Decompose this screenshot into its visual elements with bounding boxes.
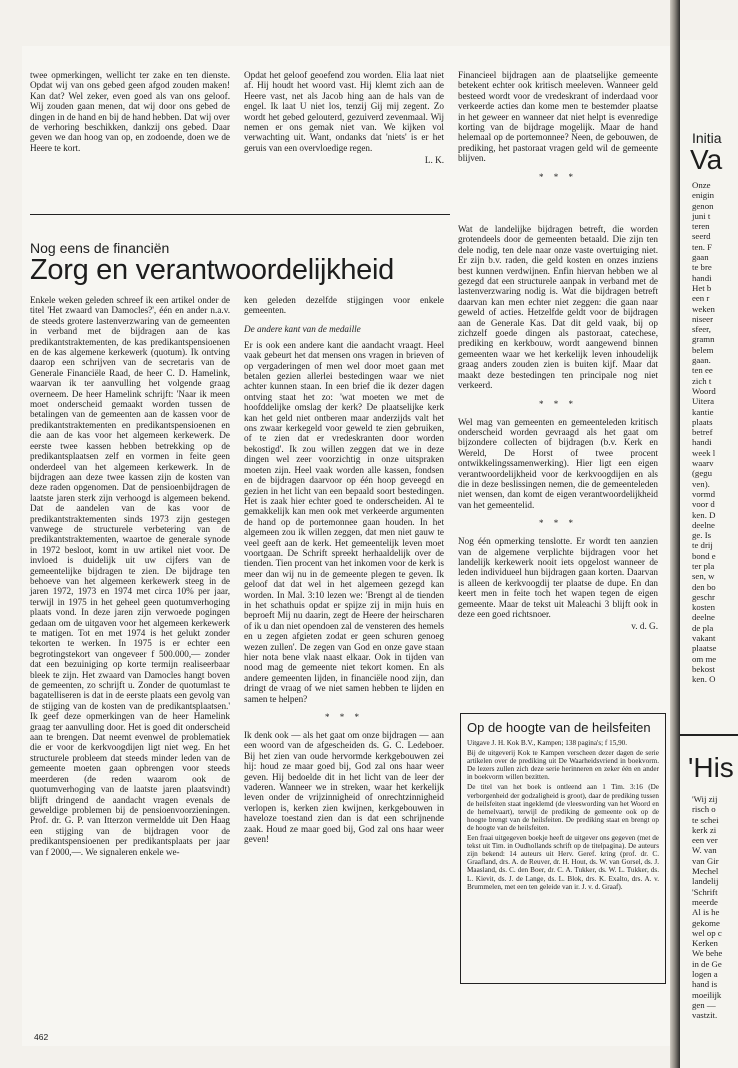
right-kicker: Initia [692, 130, 722, 146]
top-text-1: twee opmerkingen, wellicht ter zake en ten dienste. Opdat wij van ons gebed geen afgod zouden maken! Kan dat? Wel zeker, even goed als van ons geloof. Wij zouden gaan menen, dat wij door ons gebed de dingen in de hand en bij de hand hebben. Dat wij over de verhoring beschikken, dankzij ons gebed. Daar geven we dan hoog van op, en zodoende, doen we de Heere te kort. [30, 70, 230, 153]
right-col-line: deelne [692, 519, 715, 530]
right-col-line: voor d [692, 499, 715, 510]
page-number: 462 [34, 1032, 49, 1042]
right-col-line: te drij [692, 540, 713, 551]
article-body-2a: Er is ook een andere kant die aandacht vraagt. Heel vaak gebeurt het dat mensen ons vragen in brieven of op vergaderingen of men wel door moet gaan met betalen gezien allerlei bestedingen waar we niet achter kunnen staan. In een brief die ik dezer dagen ontving staat het zo: 'wat moeten we met de hoofddelijke omslag der kerk? De plaatselijke kerk kan het geld niet ontberen maar anderzijds valt het ons zwaar kerkegeld voor geweld te zien gebruiken, of te zien dat er vredeskranten door worden bekostigd'. Ik zou willen zeggen dat we in deze dingen wel zeer voorzichtig in onze uitspraken moeten zijn. Heel vaak worden alle kassen, fondsen en de bijdragen daarvoor op één hoop geveegd en gezien in het licht van een bepaald soort bestedingen. Het is zaak hier echter goed te onderscheiden. Al te gemakkelijk kan men ook met verkeerde argumenten de hand op de portemonnee gaan houden. In het algemeen zou ik willen zeggen, dat men niet gauw te veel geeft aan de kerk. Het gemeentelijk leven moet voortgaan. De Schrift spreekt herhaaldelijk over de tienden. Tien procent van het inkomen voor de kerk is meer dan wij nu in de gemeente plegen te geven. Ik geloof dat dat wel in het algemeen gezegd kan worden. In Mal. 3:10 lezen we: 'Brengt al de tienden in het schathuis opdat er spijze zij in mijn huis en beproeft Mij nu daarin, zegt de Heere der heirscharen of ik u dan niet opendoen zal de vensteren des hemels en u zegen afgieten zodat er geen schuren genoeg wezen zullen'. De zegen van God en onze gave staan hier nota bene vlak naast elkaar. Ook in tijden van nood mag de gemeente niet tekort komen. En als andere gemeenten lijden, in financiële nood zijn, dan dringt de vraag of we niet samen hebben te lijden en samen te helpen? [244, 339, 444, 704]
section-divider [30, 214, 450, 215]
right-col-line: gaan [692, 252, 709, 263]
right-col-line: waarv [692, 458, 714, 469]
section-subheading: De andere kant van de medaille [244, 323, 361, 334]
right-col-line: enigin [692, 190, 714, 201]
separator-stars: * * * [539, 398, 577, 409]
right-col-line: zich t [692, 375, 712, 386]
book-title: Op de hoogte van de heilsfeiten [467, 720, 651, 735]
right-col-line: ken. O [692, 674, 716, 685]
right-col-line: (gegu [692, 468, 713, 479]
article-signature: v. d. G. [631, 621, 658, 632]
top-text-2: Opdat het geloof geoefend zou worden. Elia laat niet af. Hij houdt het woord vast. Hij klemt zich aan de Heere vast, net als Jacob hing aan de hals van de engel. Ik laat U niet los, tenzij Gij mij zegent. Zo wordt het gebed gelouterd, gezuiverd zevenmaal. Wij nemen er ons gemak niet van. We kijken vol verwachting uit. Want, ondanks dat 'niets' is er het geruis van een overvloedige regen. [244, 70, 444, 153]
right-col2-line: gekome [692, 917, 720, 928]
article-kicker: Nog eens de financiën [30, 240, 170, 256]
right-col-line: Woord [692, 385, 716, 396]
right-col-line: vakant [692, 633, 716, 644]
book-publisher: Uitgave J. H. Kok B.V., Kampen; 138 pagina's; f 15,90. [467, 739, 628, 747]
right-col-line: te bre [692, 262, 712, 273]
right-col2-line: kerk zi [692, 824, 717, 835]
right-col-line: Het b [692, 282, 712, 293]
article-body-3c: Nog één opmerking tenslotte. Er wordt ten aanzien van de algemene verplichte bijdragen voor het landelijk kerkewerk nooit iets opgelost wanneer de leden individueel hun bijdragen gaan korten. Daarvan is alleen de kerkvoogdij ter plaatse de dupe. En dan keert men in feite toch het wapen tegen de eigen gemeente. Maar de tekst uit Maleachi 3 blijft ook in deze een goed richtsnoer. [458, 536, 658, 619]
top-column-1 [30, 70, 230, 153]
separator-stars: * * * [325, 712, 363, 723]
right-col-line: handi [692, 437, 712, 448]
right-col-line: ter pla [692, 560, 715, 571]
right-col2-line: We behe [692, 948, 723, 959]
right-col2-line: Al is he [692, 907, 720, 918]
separator-stars: * * * [539, 171, 577, 182]
right-col2-line: landelij [692, 876, 719, 887]
book-paragraph-3: Een fraai uitgegeven boekje heeft de uitgever ons gegeven (met de tekst uit Tim. in Oudhollands schrift op de titelpagina). De auteurs zijn bekend: 14 auteurs uit Herv. Geref. kring (prof. dr. C. Graafland, drs. A. de Reuver, dr. H. Hout, ds. W. van Gorsel, ds. J. Maasland, ds. C. den Boer, dr. C. A. Tukker, ds. W. L. Tukker, ds. L. Kievit, ds. J. de Lange, ds. L. Blok, drs. K. Exalto, drs. A. v. Brummelen, met een ten geleide van ir. J. v. d. Graaf). [467, 834, 659, 891]
top-text-3: Financieel bijdragen aan de plaatselijke gemeente betekent echter ook kritisch meeleven. Wanneer geld besteed wordt voor de vredeskrant of inderdaad voor verkeerde acties dan kome men te bestemder plaatse in het geweer en wanneer dat niet helpt is evenredige korting van de bijdrage mogelijk. Maar de hand helemaal op de portemonnee? Neen, de gebouwen, de prediking, het pastoraat vragen geld wil de gemeente blijven. [458, 70, 658, 164]
book-gutter [670, 0, 680, 1068]
separator-stars: * * * [539, 518, 577, 529]
right-col-line: weken [692, 303, 715, 314]
article-body-2-intro: ken geleden dezelfde stijgingen voor enkele gemeenten. [244, 295, 444, 316]
right-col-line: sen, w [692, 571, 715, 582]
right-col2-line: hand is [692, 979, 718, 990]
article-column-2 [244, 295, 444, 845]
article-column-1 [30, 295, 230, 857]
right-col2-line: gen — [692, 999, 716, 1010]
right-col2-line: Kerken [692, 938, 718, 949]
right-col-line: kosten [692, 602, 715, 613]
right-col-line: teren [692, 221, 710, 232]
right-col2-line: te schei [692, 814, 719, 825]
right-col-line: Uitera [692, 396, 714, 407]
right-col-line: juni t [692, 210, 711, 221]
right-col2-line: Mechel [692, 866, 719, 877]
right-col-line: bekost [692, 663, 715, 674]
right-col-line: een r [692, 293, 710, 304]
right-col2-line: meerde [692, 896, 718, 907]
article-body-1: Enkele weken geleden schreef ik een artikel onder de titel 'Het zwaard van Damocles?', één en ander n.a.v. de steeds grotere lastenverzwaring van de gemeenten in verband met de bijdragen aan de kas predikantstraktementen, de kas predikantspensioenen en de kas algemene kerkewerk (quotum). Ik ontving daarop een schrijven van de secretaris van de Generale Financiële Raad, de heer C. D. Hamelink, waarvan ik ter aanvulling het volgende graag overneem. De heer Hamelink schrijft: 'Naar ik meen moet onderscheid gemaakt worden tussen de betalingen van de gemeenten aan de kassen voor de predikantstraktementen en predikantspensioenen en die aan de kas voor het algemeen kerkewerk. De eerste twee kassen hebben betrekking op de predikantsplaatsen zelf en vormen in feite geen onderdeel van het algemeen kerkewerk. In de bijdragen aan deze twee kassen zijn de kosten van deze raden opgenomen. Dat de pensioenbijdragen de laatste jaren sterk zijn verhoogd is algemeen bekend. Dat de aandelen van de kas voor de predikantstraktementen sinds 1973 zijn gestegen vanwege de structurele verbetering van de predikantstraktementen, waartoe de generale synode in 1972 besloot, komt in uw artikel niet voor. De invloed is duidelijk uit uw cijfers van de gemeentelijke bijdragen te zien. De bijdrage ten behoeve van het algemeen kerkewerk steeg in de jaren 1972, 1973 en 1974 met circa 10% per jaar, terwijl in 1975 in het geheel geen quotumverhoging plaats vond. In deze jaren zijn verwoede pogingen gedaan om de uitgaven voor het algemeen kerkewerk te matigen. Tot en met 1974 is het gelukt zonder tekorten te werken. In 1975 is er echter een begrotingstekort van ongeveer f 500.000,— zonder dat een bezuiniging op korte termijn realiseerbaar bleek te zijn. Het zwaard van Damocles hangt boven de gemeenten, zo schrijft u. Zonder de quotumlast te bagatelliseren is dat in de eerste plaats een gevolg van de stijging van de kosten van de predikantsplaatsen.' Ik geef deze opmerkingen van de heer Hamelink graag ter aanvulling door. Het is goed dit onderscheid aan te brengen. Dat neemt evenwel de problematiek die er voor de kerkvoogdijen ligt niet weg. En het structurele probleem dat steeds minder leden van de gemeente moeten gaan opbrengen voor steeds meerderen (de reden waarom ook de quotumverhoging van de laatste jaren plaatsvindt) blijft dringend de aandacht vragen evenals de geweldige problemen bij de pensioenvoorzieningen. Prof. dr. G. P. van Itterzon vermeldde uit Den Haag een stijging van de bijdragen voor de predikantspensioenen per predikantsplaats per jaar van f 2000,—. We signaleren enkele we- [30, 295, 230, 857]
right-col-line: niseer [692, 313, 714, 324]
right-col-line: ven). [692, 478, 710, 489]
right-col-line: kantie [692, 406, 714, 417]
article-body-3b: Wel mag van gemeenten en gemeenteleden kritisch onderscheid worden gevraagd als het gaat om bijzondere collecten of bijdragen (b.v. Kerk en Wereld, De Horst of twee procent ontwikkelingssamenwerking). Hier ligt een eigen verantwoordelijkheid voor de kerkvoogdijen en als die in deze beslissingen nemen, die de gemeenteleden niet wensen, dan komt de eigen verantwoordelijkheid van het gemeentelid. [458, 416, 658, 510]
right-col-line: betref [692, 427, 713, 438]
article-body-3a: Wat de landelijke bijdragen betreft, die worden grotendeels door de gemeenten betaald. Die zijn ten dele nodig, ten dele naar onze vaste overtuiging niet. Er zijn b.v. raden, die geld kosten en onzes inziens best kunnen verdwijnen. Enfin hiervan hebben we al gezegd dat een structurele aanpak in verband met de lastenverzwaring nodig is. Wat die bijdragen betreft daarvan kan men echter niet zeggen: die gaan naar geweld of acties. Hetzelfde geldt voor de bijdragen aan de Generale Kas. Dat dit geld vaak, bij op zichzelf goede dingen als pastoraat, catechese, prediking en kerkbouw, wordt aangewend binnen gemeenten waar we het kerkelijk leven inhoudelijk graag anders zouden zien is buiten kijf. Maar dat maakt deze bestedingen ten principale nog niet verkeerd. [458, 224, 658, 391]
right-col-line: om me [692, 653, 717, 664]
right-col2-line: een ver [692, 835, 718, 846]
right-page [680, 40, 738, 1068]
right-col2-line: in de Ge [692, 958, 722, 969]
right-col2-line: 'Wij zij [692, 794, 718, 804]
right-col-line: ge. Is [692, 530, 712, 541]
right-col-line: geschr [692, 591, 715, 602]
right-col-line: seerd [692, 231, 711, 242]
right-column-2 [692, 794, 738, 1021]
right-col-line: de pla [692, 622, 714, 633]
book-paragraph-2: De titel van het boek is ontleend aan 1 Tim. 3:16 (De verborgenheid der godzaligheid is groot), daar de prediking tussen de heilsfeiten staat ingeklemd (de vleeswording van het Woord en de hemelvaart), terwijl de prediking de gemeente ook op de hoogte brengt van de heilsfeiten. De prediking staat en brengt op de hoogte van de heilsfeiten. [467, 783, 659, 832]
right-title-2: 'His [688, 752, 734, 783]
right-col2-line: moeilijk [692, 989, 722, 1000]
book-paragraph-1: Bij de uitgeverij Kok te Kampen verscheen dezer dagen de serie artikelen over de prediking uit De Waarheidsvriend in boekvorm. De lezers zullen zich deze serie herinneren en zeker één en ander in boekvorm willen bezitten. [467, 749, 659, 782]
article-column-3 [458, 224, 658, 631]
right-col-line: ten ee [692, 365, 713, 376]
right-col-line: deelne [692, 612, 715, 623]
top-signature: L. K. [424, 155, 444, 166]
right-col-line: handi [692, 272, 712, 283]
right-col-line: plaatse [692, 643, 717, 654]
right-divider [680, 734, 738, 736]
right-col-line: vormd [692, 488, 715, 499]
right-col2-line: 'Schrift [692, 886, 718, 897]
top-column-2 [244, 70, 444, 165]
right-col-line: gaan. [692, 355, 711, 366]
right-col-line: belem [692, 344, 714, 355]
right-col2-line: logen a [692, 969, 718, 980]
right-col-line: bond e [692, 550, 716, 561]
right-col2-line: vastzit. [692, 1010, 718, 1021]
book-review-box [460, 713, 666, 984]
top-column-3 [458, 70, 658, 190]
article-title: Zorg en verantwoordelijkheid [30, 254, 394, 286]
right-col-line: ken. D [692, 509, 716, 520]
right-col-line: plaats [692, 416, 713, 427]
right-col2-line: wel op c [692, 927, 722, 938]
right-col2-line: risch o [692, 804, 716, 815]
right-title: Va [690, 144, 723, 175]
right-col-line: den bo [692, 581, 716, 592]
right-col-line: Onze [692, 180, 711, 190]
right-col-line: week l [692, 447, 716, 458]
right-col2-line: W. van [692, 845, 717, 856]
right-col-line: genon [692, 200, 714, 211]
right-col-line: sfeer, [692, 324, 711, 335]
right-col-line: gramn [692, 334, 715, 345]
right-column [692, 180, 738, 685]
right-col-line: ten. F [692, 241, 713, 252]
article-body-2b: Ik denk ook — als het gaat om onze bijdragen — aan een woord van de afgescheiden ds. G. C. Ledeboer. Bij het zien van oude hervormde kerkgebouwen zei hij: houd ze maar goed bij, God zal ons haar weer geven. Hij bedoelde dit in het licht van de leer der vaderen. Wanneer we in streken, waar het kerkelijk leven onder de vrijzinnigheid of onrechtzinnigheid verlopen is, kerken zien kwijnen, kerkgebouwen in haveloze toestand zien dan is dat een schrijnende zaak. Houd ze maar goed bij, God zal ons haar weer geven! [244, 730, 444, 845]
right-col2-line: van Gir [692, 855, 719, 866]
